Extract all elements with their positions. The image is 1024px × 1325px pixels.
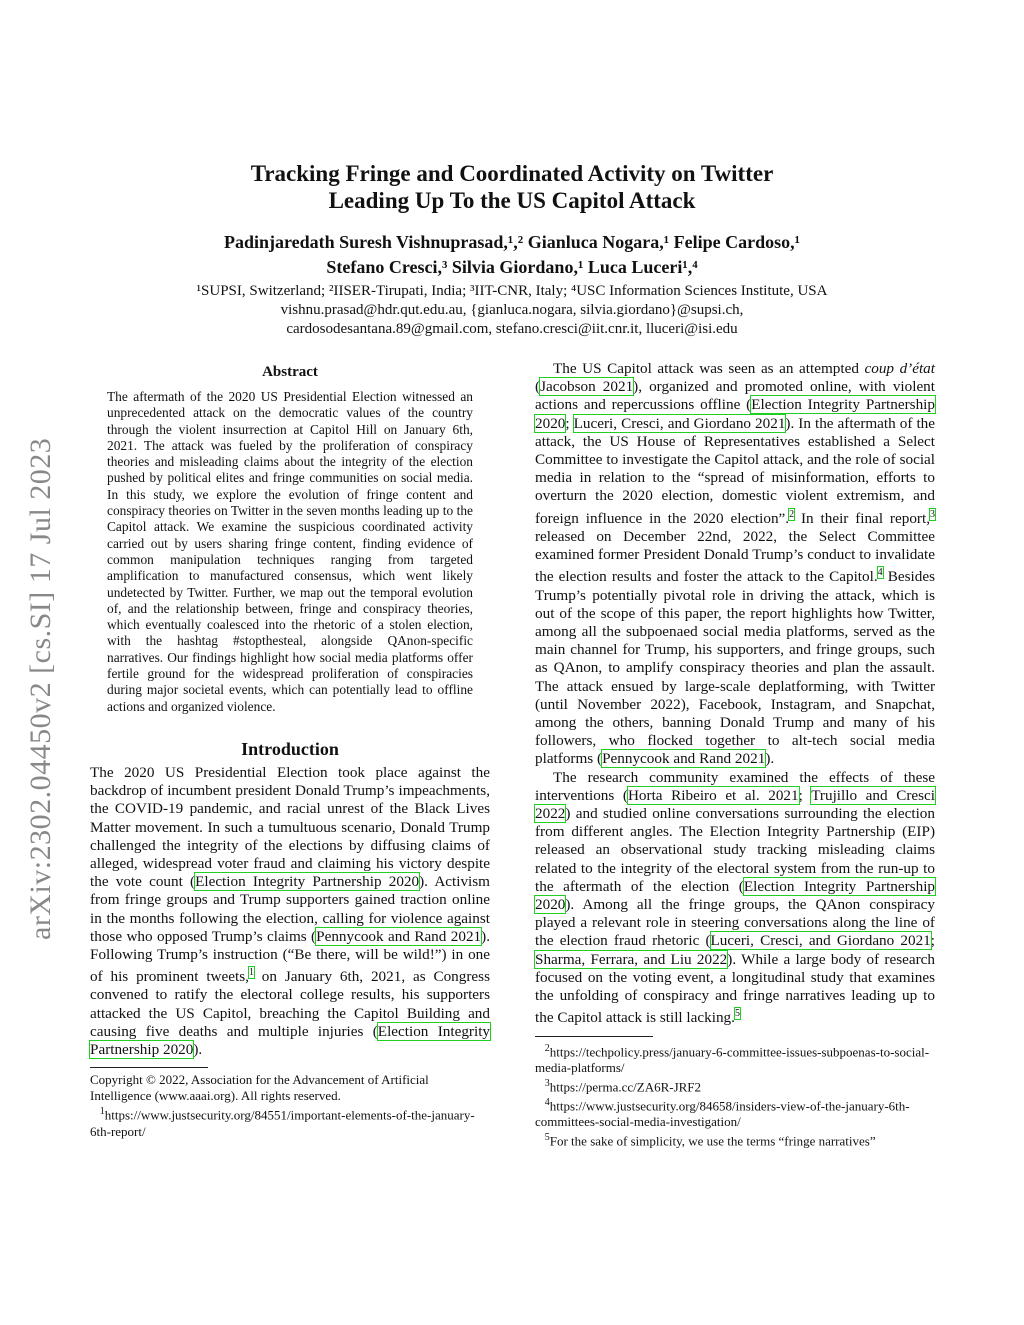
right-text-p3b: ) and studied online conversations surrounding the election from different angles. The Election Integrity Partnership (EIP) released an observational study tracking misleading claims related to the integrity of the electoral system from the run-up to the aftermath of the election ( (535, 805, 935, 895)
footnote-link[interactable]: 4 (877, 567, 883, 579)
intro-paragraph-3 (535, 769, 935, 1028)
right-text-h: ). (765, 750, 775, 768)
citation-link[interactable]: Luceri, Cresci, and Giordano 2021 (710, 932, 931, 950)
abstract-heading: Abstract (262, 364, 318, 380)
paper-title (150, 160, 874, 214)
right-text-a: The US Capitol attack was seen as an attempted (553, 360, 865, 377)
citation-separator: ; (565, 414, 574, 432)
right-text-d: ). In the aftermath of the attack, the US House of Representatives established a Select Committee to investigate the Capitol attack, and the role of social media in relation to the “spread of misinformation, efforts to overturn the 2020 election, domestic violent extremism, and foreign influence in the 2020 election”. (535, 414, 935, 527)
coup-phrase: coup d’état (864, 360, 935, 377)
footnote-number: 3 (544, 1077, 550, 1089)
introduction-heading: Introduction (241, 738, 339, 759)
citation-link[interactable]: Luceri, Cresci, and Giordano 2021 (573, 414, 786, 432)
footnote-url[interactable]: https://techpolicy.press/january-6-committee-issues-subpoenas-to-social-media-platforms/ (535, 1043, 930, 1075)
intro-paragraph-1 (90, 764, 490, 1059)
authors-line-1: Padinjaredath Suresh Vishnuprasad,¹,² Gianluca Nogara,¹ Felipe Cardoso,¹ (223, 232, 800, 252)
footnote-number: 2 (544, 1042, 550, 1054)
citation-link[interactable]: Horta Ribeiro et al. 2021 (627, 786, 799, 804)
citation-separator: ; (798, 786, 812, 804)
author-list (120, 230, 904, 280)
footnote-url[interactable]: https://perma.cc/ZA6R-JRF2 (549, 1079, 702, 1095)
footnote-link[interactable]: 2 (789, 508, 795, 520)
right-text-p3a: The research community examined the effects of these interventions ( (535, 768, 935, 804)
citation-link[interactable]: Election Integrity Partnership 2020 (535, 396, 935, 432)
citation-link[interactable]: Election Integrity Partnership 2020 (195, 873, 420, 891)
copyright-note: Copyright © 2022, Association for the Advancement of Artificial Intelligence (www.aaai.org). All rights reserved. (90, 1072, 429, 1104)
footnote-4 (535, 1095, 935, 1130)
footnote-link[interactable]: 1 (248, 967, 254, 979)
footnote-divider (535, 1036, 653, 1037)
citation-separator: ; (930, 932, 935, 950)
title-line-2: Leading Up To the US Capitol Attack (328, 188, 696, 213)
citation-link[interactable]: Pennycook and Rand 2021 (602, 750, 766, 768)
footnote-2 (535, 1041, 935, 1076)
citation-link[interactable]: Trujillo and Cresci 2022 (535, 786, 935, 822)
affiliations-line: ¹SUPSI, Switzerland; ²IISER-Tirupati, India; ³IIT-CNR, Italy; ⁴USC Information Sciences Institute, USA (196, 283, 828, 299)
footnote-link[interactable]: 5 (734, 1008, 740, 1020)
affiliations (120, 282, 904, 339)
intro-text-d: on January 6th, 2021, as Congress convened to ratify the electoral college results, his supporters attacked the US Capitol, breaching the Capitol Building and causing five deaths and multiple injuries ( (90, 968, 490, 1040)
emails-line-2: cardosodesantana.89@gmail.com, stefano.cresci@iit.cnr.it, lluceri@isi.edu (286, 321, 738, 337)
right-text-f: released on December 22nd, 2022, the Select Committee examined former President Donald Trump’s conduct to invalidate the election results and foster the attack to the Capitol. (535, 527, 935, 586)
footnote-number: 5 (544, 1132, 550, 1144)
footnote-link[interactable]: 3 (930, 508, 935, 520)
footnote-divider (90, 1067, 208, 1068)
citation-link[interactable]: Pennycook and Rand 2021 (316, 927, 482, 945)
footnote-url[interactable]: https://www.justsecurity.org/84551/important-elements-of-the-january-6th-report/ (90, 1107, 475, 1139)
right-text-b: ( (535, 378, 541, 396)
citation-link[interactable]: Election Integrity Partnership 2020 (535, 877, 936, 914)
emails-line-1: vishnu.prasad@hdr.qut.edu.au, {gianluca.nogara, silvia.giordano}@supsi.ch, (280, 302, 744, 318)
right-text-g: Besides Trump’s potentially pivotal role in driving the attack, which is out of the scope of this paper, the report highlights how Twitter, among all the subpoenaed social media platforms, served as the main channel for Trump, his supporters, and fringe groups, such as QAnon, to amplify conspiracy theories and plan the assault. The attack ensued by large-scale deplatforming, with Twitter (until November 2022), Facebook, Instagram, and Snapchat, among the others, banning Donald Trump and many of his followers, who flocked together to alt-tech social media platforms ( (535, 568, 935, 768)
intro-paragraph-2 (535, 360, 935, 769)
right-text-c: ), organized and promoted online, with violent actions and repercussions offline ( (535, 378, 935, 414)
citation-link[interactable]: Election Integrity Partnership 2020 (90, 1022, 491, 1059)
right-text-e: In their final report, (794, 509, 930, 527)
abstract-text: The aftermath of the 2020 US Presidential Election witnessed an unprecedented attack on the democratic values of the country through the violent insurrection at Capitol Hill on January 6th, 2021. The attack was fueled by the proliferation of conspiracy theories and misleading claims about the integrity of the election pushed by political elites and fringe communities on social media. In this study, we explore the evolution of fringe content and conspiracy theories on Twitter in the seven months leading up to the Capitol attack. We examine the suspicious coordinated activity carried out by users sharing fringe content, finding evidence of common manipulation techniques ranging from targeted amplification to manufactured consensus, which went likely undetected by Twitter. Further, we map out the temporal evolution of, and the relationship between, fringe and conspiracy theories, which eventually coalesced into the rhetoric of a stolen election, with the hashtag #stopthesteal, alongside QAnon-specific narratives. Our findings highlight how social media platforms offer fertile ground for the widespread proliferation of conspiracies during major societal events, which can potentially lead to offline actions and organized violence. (107, 389, 473, 714)
citation-link[interactable]: Jacobson 2021 (540, 378, 634, 396)
footnote-number: 1 (99, 1106, 105, 1118)
footnote-number: 4 (544, 1097, 550, 1109)
footnote-5 (535, 1130, 935, 1149)
intro-text-a: The 2020 US Presidential Election took place against the backdrop of incumbent president Donald Trump’s impeachments, the COVID-19 pandemic, and racial unrest of the Black Lives Matter movement. In such a tumultuous scenario, Donald Trump challenged the integrity of the elections by diffusing claims of alleged, widespread voter fraud and claiming his victory despite the vote count ( (90, 763, 490, 891)
right-text-p3d: ). While a large body of research focused on the voting event, a longitudinal study that examines the unfolding of conspiracy and fringe narratives leading up to the Capitol attack is still lacking. (535, 950, 935, 1027)
right-column (535, 360, 935, 1150)
intro-text-b: ). Activism from fringe groups and Trump supporters gained traction online in the months following the election, calling for violence against those who opposed Trump’s claims ( (90, 873, 490, 945)
right-text-p3c: ). Among all the fringe groups, the QAnon conspiracy played a relevant role in steering conversations along the line of the election fraud rhetoric ( (535, 896, 935, 950)
footnote-3 (535, 1076, 935, 1095)
footnote-url[interactable]: https://www.justsecurity.org/84658/insiders-view-of-the-january-6th-committees-social-media-investigation/ (535, 1098, 910, 1130)
title-line-1: Tracking Fringe and Coordinated Activity on Twitter (250, 161, 774, 186)
arxiv-identifier: arXiv:2302.04450v2 [cs.SI] 17 Jul 2023 (24, 437, 57, 940)
citation-link[interactable]: Sharma, Ferrara, and Liu 2022 (535, 950, 728, 968)
intro-text-e: ). (193, 1041, 203, 1059)
left-column (90, 360, 490, 1140)
footnote-1 (90, 1104, 490, 1139)
authors-line-2: Stefano Cresci,³ Silvia Giordano,¹ Luca Luceri¹,⁴ (326, 257, 698, 277)
intro-text-c: ). Following Trump’s instruction (“Be there, will be wild!”) in one of his prominent tweets, (90, 927, 490, 986)
footnote-text: For the sake of simplicity, we use the terms “fringe narratives” (549, 1133, 876, 1149)
